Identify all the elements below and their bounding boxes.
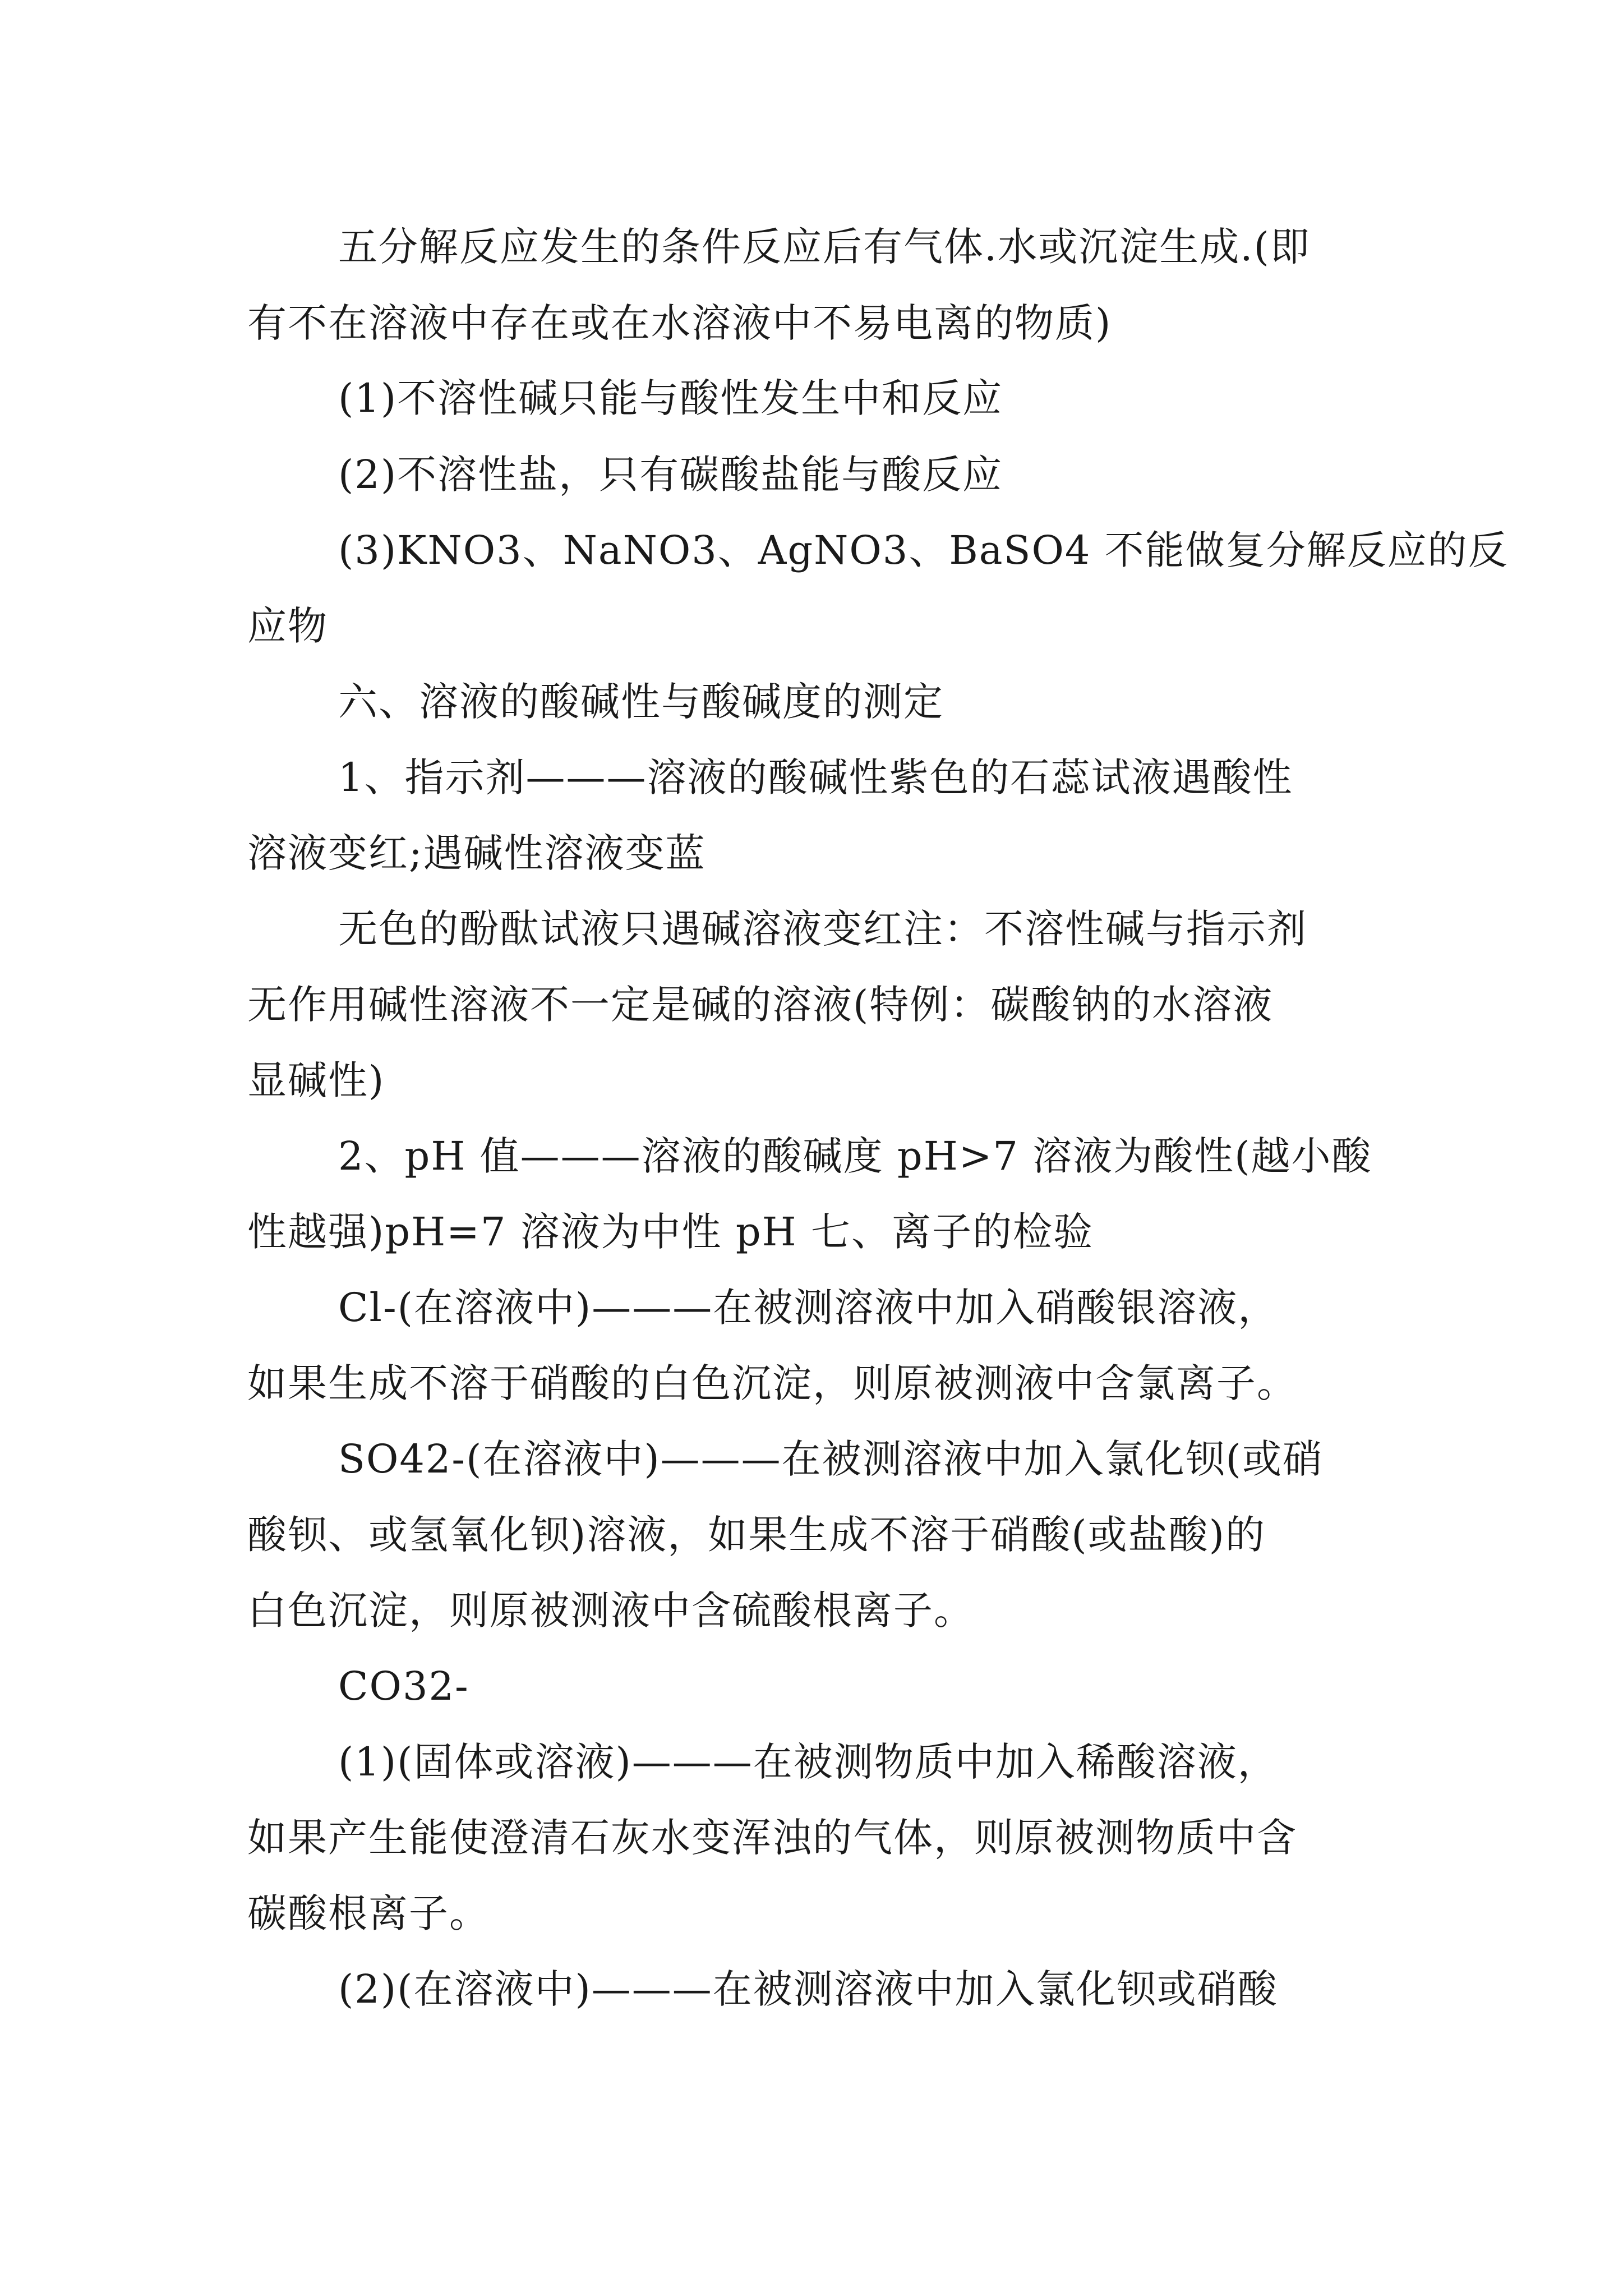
text-line: (1)不溶性碱只能与酸性发生中和反应 bbox=[338, 375, 1003, 421]
text-line: 无色的酚酞试液只遇碱溶液变红注：不溶性碱与指示剂 bbox=[338, 906, 1307, 952]
text-line: (2)(在溶液中)———在被测溶液中加入氯化钡或硝酸 bbox=[338, 1966, 1278, 2012]
text-line: (3)KNO3、NaNO3、AgNO3、BaSO4 不能做复分解反应的反 bbox=[338, 527, 1509, 573]
text-line: 溶液变红;遇碱性溶液变蓝 bbox=[247, 830, 706, 876]
text-line: 有不在溶液中存在或在水溶液中不易电离的物质) bbox=[247, 300, 1112, 346]
text-line: 应物 bbox=[247, 603, 328, 649]
text-line: 白色沉淀，则原被测液中含硫酸根离子。 bbox=[247, 1588, 974, 1634]
text-line: 无作用碱性溶液不一定是碱的溶液(特例：碳酸钠的水溶液 bbox=[247, 982, 1274, 1028]
text-line: 性越强)pH=7 溶液为中性 pH 七、离子的检验 bbox=[247, 1209, 1094, 1255]
text-line: 六、溶液的酸碱性与酸碱度的测定 bbox=[338, 679, 944, 725]
text-line: 酸钡、或氢氧化钡)溶液，如果生成不溶于硝酸(或盐酸)的 bbox=[247, 1512, 1266, 1558]
text-line: Cl-(在溶液中)———在被测溶液中加入硝酸银溶液， bbox=[338, 1285, 1279, 1331]
text-line: SO42-(在溶液中)———在被测溶液中加入氯化钡(或硝 bbox=[338, 1436, 1323, 1482]
text-line: 如果生成不溶于硝酸的白色沉淀，则原被测液中含氯离子。 bbox=[247, 1360, 1297, 1406]
text-line: CO32- bbox=[338, 1663, 469, 1709]
text-line: (2)不溶性盐，只有碳酸盐能与酸反应 bbox=[338, 452, 1003, 498]
text-line: 五分解反应发生的条件反应后有气体.水或沉淀生成.(即 bbox=[338, 224, 1311, 270]
text-line: 1、指示剂———溶液的酸碱性紫色的石蕊试液遇酸性 bbox=[338, 754, 1293, 800]
text-line: 如果产生能使澄清石灰水变浑浊的气体，则原被测物质中含 bbox=[247, 1815, 1297, 1861]
text-line: (1)(固体或溶液)———在被测物质中加入稀酸溶液， bbox=[338, 1739, 1278, 1785]
text-line: 碳酸根离子。 bbox=[247, 1890, 490, 1936]
text-line: 2、pH 值———溶液的酸碱度 pH>7 溶液为酸性(越小酸 bbox=[338, 1133, 1372, 1179]
text-line: 显碱性) bbox=[247, 1057, 385, 1103]
